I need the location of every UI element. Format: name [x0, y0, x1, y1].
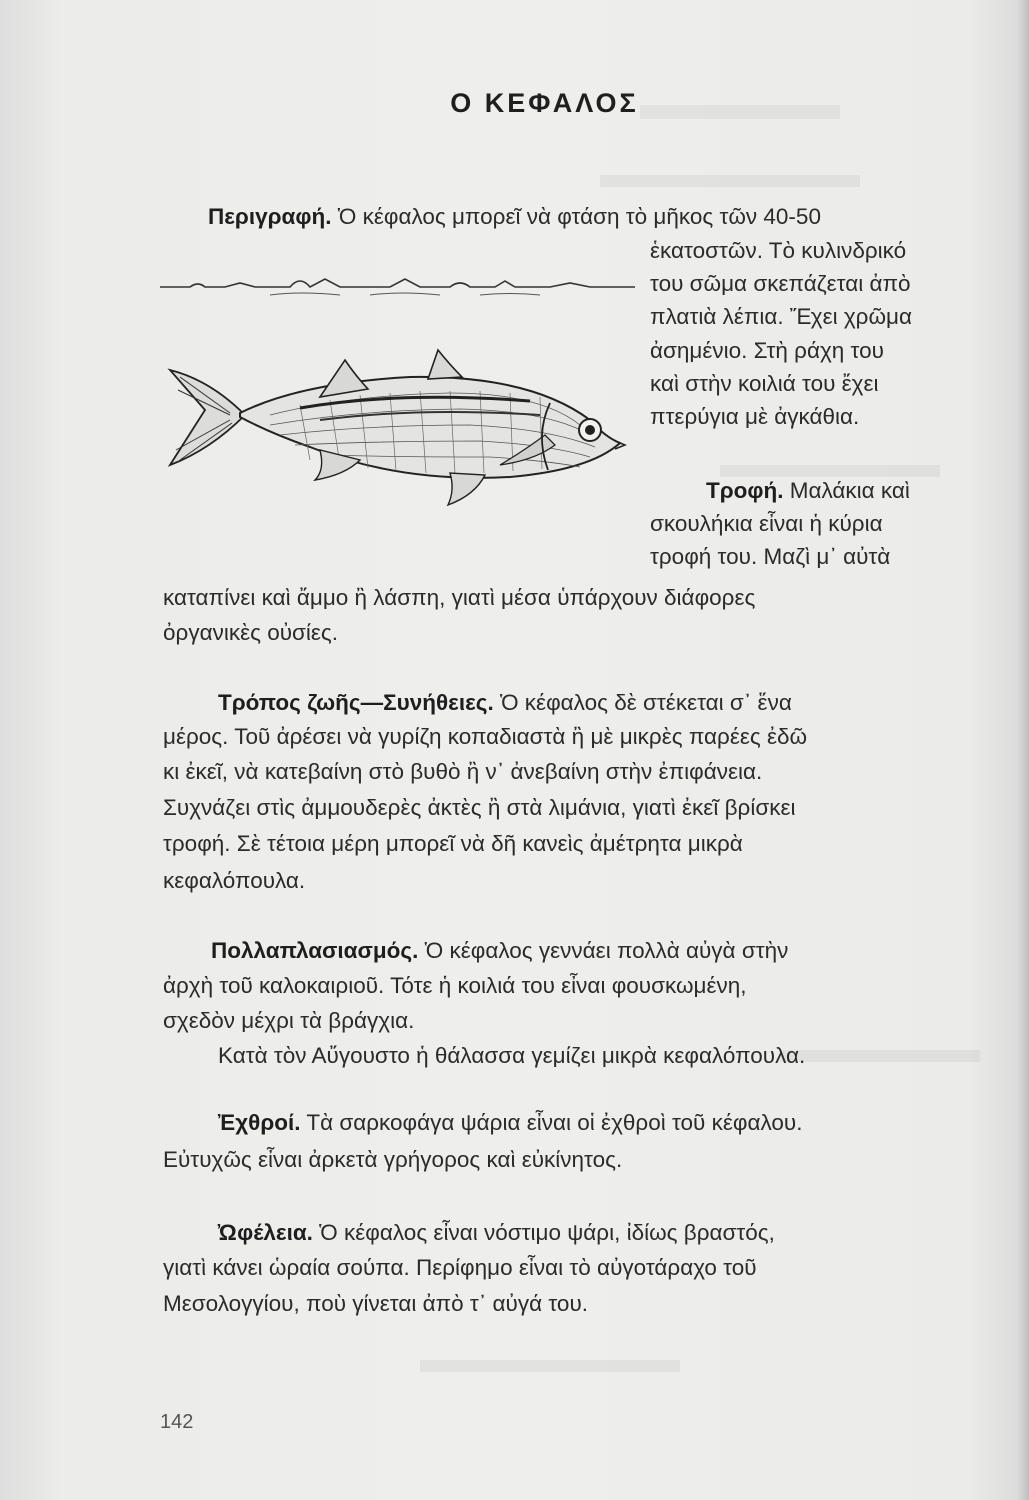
text-line: ἑκατοστῶν. Τὸ κυλινδρικό	[650, 238, 907, 263]
text-line: Μεσολογγίου, ποὺ γίνεται ἀπὸ τ᾽ αὐγά του.	[163, 1291, 589, 1316]
page-number: 142	[160, 1411, 194, 1433]
text-line: Κατὰ τὸν Αὔγουστο ἡ θάλασσα γεμίζει μικρὰ κεφαλόπουλα.	[218, 1043, 806, 1068]
text-line: καταπίνει καὶ ἄμμο ἢ λάσπη, γιατὶ μέσα ὑπάρχουν διάφορες	[163, 585, 756, 610]
section-heading-enemies: Ἐχθροί.	[218, 1110, 301, 1135]
text-line: πτερύγια μὲ ἀγκάθια.	[650, 404, 860, 429]
section-heading-reproduction: Πολλαπλασιασμός.	[211, 938, 419, 963]
show-through-mark	[600, 175, 860, 187]
text-line: του σῶμα σκεπάζεται ἀπὸ	[650, 271, 911, 296]
show-through-mark	[780, 1050, 980, 1062]
text-line: Τρόπος ζωῆς—Συνήθειες. Ὁ κέφαλος δὲ στέκεται σ᾽ ἕνα	[218, 690, 792, 715]
text-line: Ἐχθροί. Τὰ σαρκοφάγα ψάρια εἶναι οἱ ἐχθροὶ τοῦ κέφαλου.	[218, 1110, 803, 1135]
text-line: πλατιὰ λέπια. Ἔχει χρῶμα	[650, 304, 913, 329]
text-line: μέρος. Τοῦ ἀρέσει νὰ γυρίζη κοπαδιαστὰ ἢ μὲ μικρὲς παρέες ἐδῶ	[163, 724, 808, 749]
section-heading-description: Περιγραφή.	[208, 204, 332, 229]
text-line: Συχνάζει στὶς ἀμμουδερὲς ἀκτὲς ἢ στὰ λιμάνια, γιατὶ ἐκεῖ βρίσκει	[163, 795, 796, 820]
text-line: Πολλαπλασιασμός. Ὁ κέφαλος γεννάει πολλὰ αὐγὰ στὴν	[211, 938, 789, 963]
text-line: γιατὶ κάνει ὡραία σούπα. Περίφημο εἶναι τὸ αὐγοτάραχο τοῦ	[163, 1255, 757, 1280]
text-line: Περιγραφή. Ὁ κέφαλος μπορεῖ νὰ φτάση τὸ μῆκος τῶν 40-50	[208, 204, 821, 229]
text-line: ἀρχὴ τοῦ καλοκαιριοῦ. Τότε ἡ κοιλιά του εἶναι φουσκωμένη,	[163, 973, 747, 998]
show-through-mark	[420, 1360, 680, 1372]
text-line: τροφή του. Μαζὶ μ᾽ αὐτὰ	[650, 544, 891, 569]
text-line: σχεδὸν μέχρι τὰ βράγχια.	[163, 1008, 415, 1033]
page-edge-shadow	[1017, 0, 1029, 1500]
section-heading-benefits: Ὠφέλεια.	[218, 1220, 313, 1245]
page-title: Ο ΚΕΦΑΛΟΣ	[450, 88, 639, 118]
section-heading-food: Τροφή.	[706, 478, 784, 503]
text-line: Τροφή. Μαλάκια καὶ	[706, 478, 910, 503]
text-line: ὀργανικὲς οὐσίες.	[163, 620, 339, 645]
text-line: ἀσημένιο. Στὴ ράχη του	[650, 338, 884, 363]
text-line: κι ἐκεῖ, νὰ κατεβαίνη στὸ βυθὸ ἢ ν᾽ ἀνεβαίνη στὴν ἐπιφάνεια.	[163, 759, 763, 784]
section-heading-life: Τρόπος ζωῆς—Συνήθειες.	[218, 690, 494, 715]
text-line: σκουλήκια εἶναι ἡ κύρια	[650, 511, 883, 536]
text-line: καὶ στὴν κοιλιά του ἔχει	[650, 371, 879, 396]
text-line: Ὠφέλεια. Ὁ κέφαλος εἶναι νόστιμο ψάρι, ἰδίως βραστός,	[218, 1220, 775, 1245]
text-line: τροφή. Σὲ τέτοια μέρη μπορεῖ νὰ δῆ κανεὶς ἀμέτρητα μικρὰ	[163, 831, 743, 856]
text-line: κεφαλόπουλα.	[163, 868, 306, 893]
fish-illustration	[150, 265, 650, 525]
text-line: Εὐτυχῶς εἶναι ἀρκετὰ γρήγορος καὶ εὐκίνητος.	[163, 1147, 623, 1172]
